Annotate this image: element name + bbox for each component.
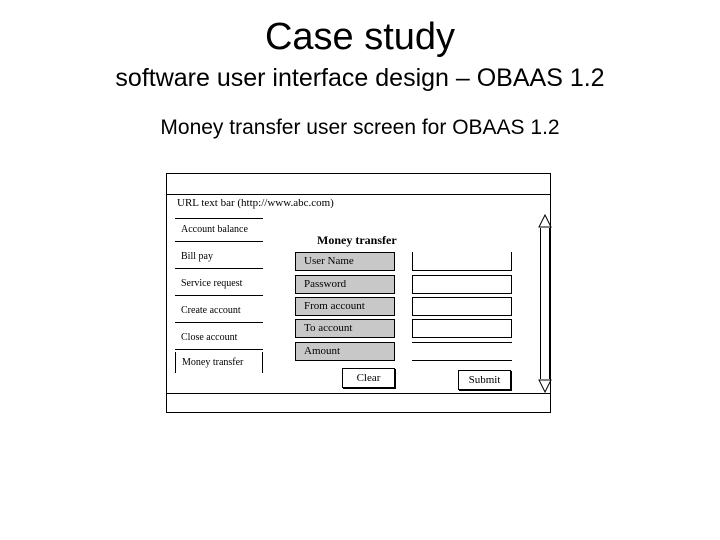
submit-button[interactable]: Submit [458,370,511,390]
slide-subtitle: software user interface design – OBAAS 1.2 [115,64,605,92]
nav-item-account-balance[interactable] [175,218,263,242]
header-divider [167,194,550,195]
to-account-field[interactable] [412,319,512,338]
field-label-to-account: To account [295,319,395,338]
nav-item-label: Create account [181,305,241,316]
nav-item-label: Close account [181,332,238,343]
amount-field[interactable] [412,342,512,361]
field-label-from-account: From account [295,297,395,316]
nav-item-label: Bill pay [181,251,213,262]
vertical-scrollbar[interactable] [538,214,552,393]
nav-item-money-transfer[interactable] [175,352,263,373]
slide-caption: Money transfer user screen for OBAAS 1.2 [160,116,560,139]
nav-item-label: Money transfer [182,357,244,368]
nav-item-create-account[interactable] [175,299,263,323]
slide-title: Case study [264,16,456,58]
scroll-down-arrow-icon[interactable] [538,379,552,393]
nav-item-label: Service request [181,278,243,289]
form-title: Money transfer [317,233,397,247]
url-bar[interactable]: URL text bar (http://www.abc.com) [177,197,334,209]
field-label-amount: Amount [295,342,395,361]
clear-button[interactable]: Clear [342,368,395,388]
nav-item-bill-pay[interactable] [175,245,263,269]
field-label-password: Password [295,275,395,294]
footer-divider [167,393,550,394]
nav-item-label: Account balance [181,224,248,235]
scroll-track[interactable] [540,228,550,379]
screen-mockup [166,173,551,413]
amount-underline [412,360,512,361]
password-field[interactable] [412,275,512,294]
from-account-field[interactable] [412,297,512,316]
field-label-user-name: User Name [295,252,395,271]
nav-item-close-account[interactable] [175,326,263,350]
user-name-field[interactable] [412,252,512,271]
nav-item-service-request[interactable] [175,272,263,296]
scroll-up-arrow-icon[interactable] [538,214,552,228]
